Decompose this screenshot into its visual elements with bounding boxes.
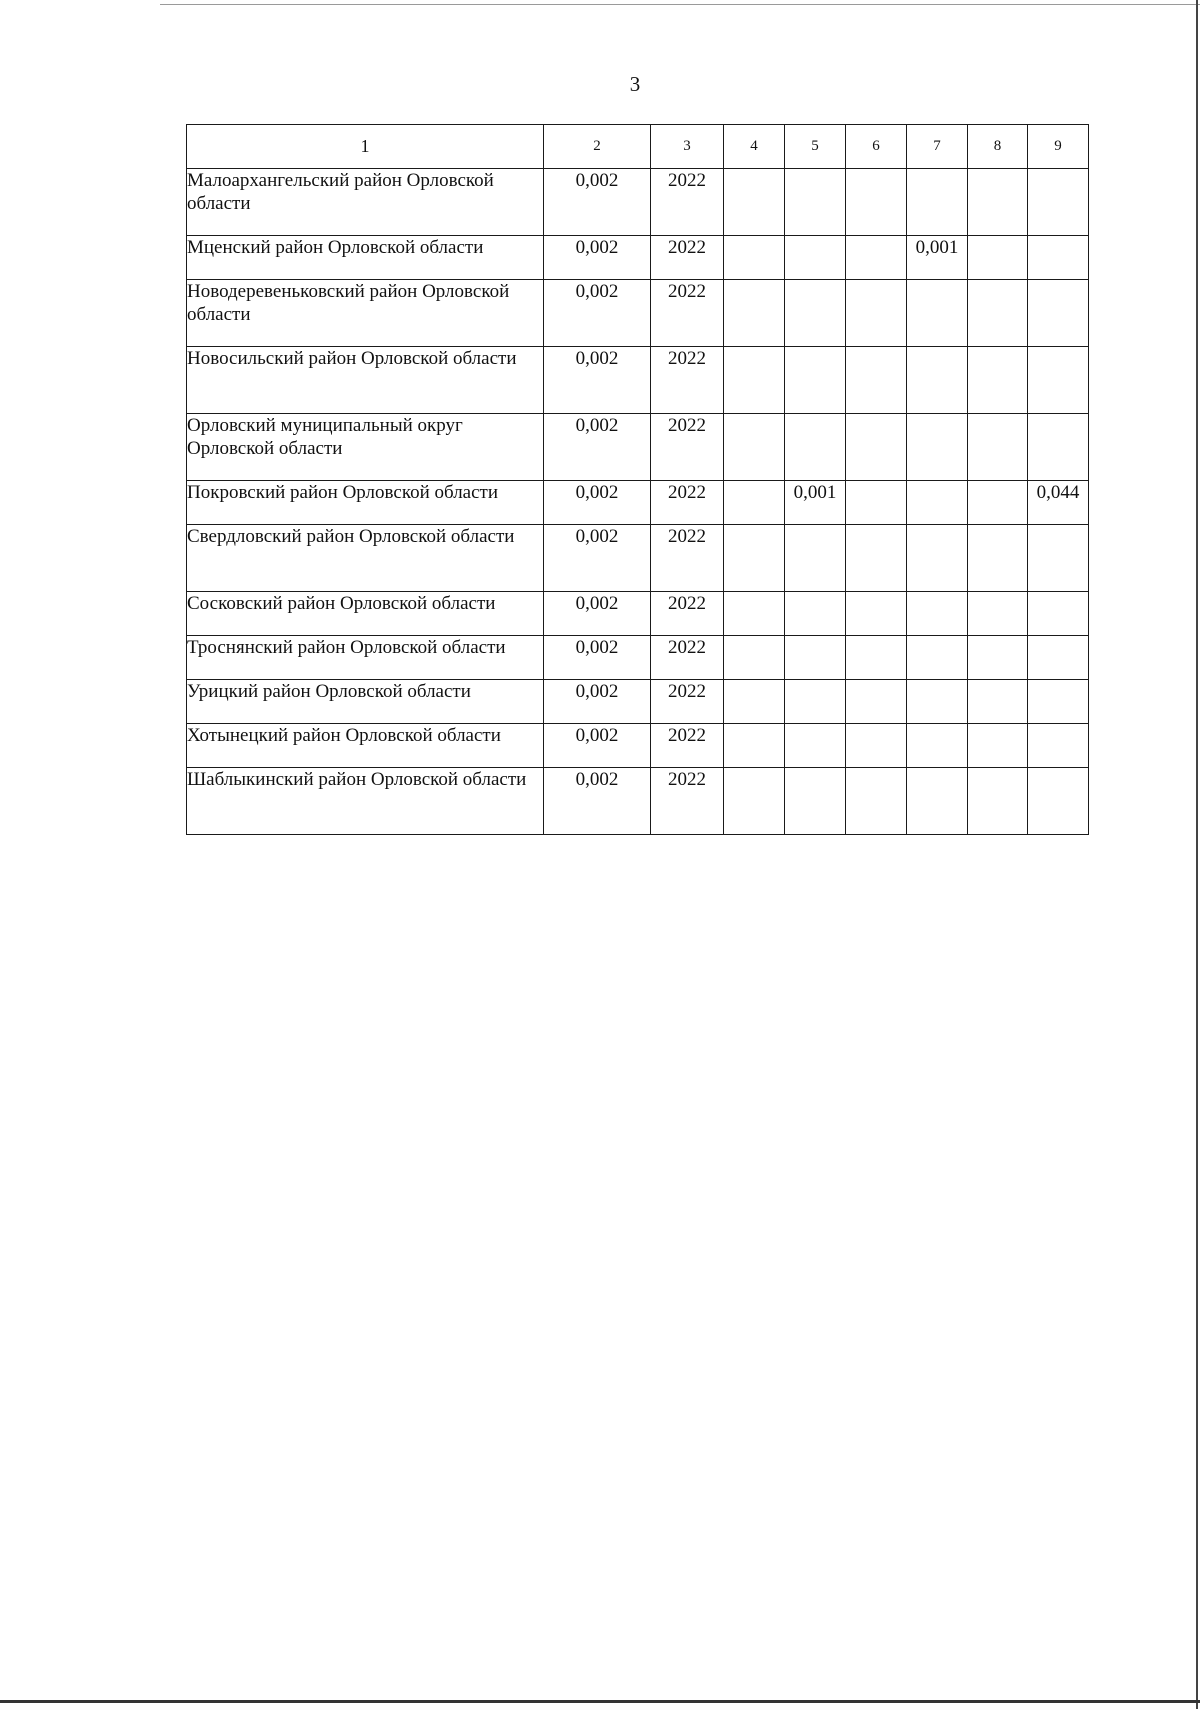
scan-edge-bottom xyxy=(0,1700,1200,1703)
value-cell xyxy=(724,347,785,414)
value-cell xyxy=(968,169,1028,236)
value-cell: 0,002 xyxy=(544,636,651,680)
table-row xyxy=(187,724,1089,768)
value-cell xyxy=(968,768,1028,835)
table-header-row xyxy=(187,125,1089,169)
value-cell xyxy=(846,280,907,347)
table-row xyxy=(187,347,1089,414)
value-cell: 0,002 xyxy=(544,525,651,592)
value-cell xyxy=(846,414,907,481)
value-cell xyxy=(1028,414,1089,481)
value-cell xyxy=(846,768,907,835)
value-cell xyxy=(785,414,846,481)
value-cell xyxy=(968,525,1028,592)
value-cell xyxy=(724,169,785,236)
column-header: 5 xyxy=(785,125,846,169)
value-cell: 2022 xyxy=(651,280,724,347)
value-cell xyxy=(724,414,785,481)
value-cell: 0,002 xyxy=(544,414,651,481)
value-cell xyxy=(724,636,785,680)
value-cell xyxy=(846,347,907,414)
table-row xyxy=(187,169,1089,236)
district-name-cell: Урицкий район Орловской области xyxy=(187,680,544,724)
value-cell xyxy=(724,481,785,525)
value-cell xyxy=(785,680,846,724)
value-cell: 2022 xyxy=(651,414,724,481)
value-cell xyxy=(907,169,968,236)
value-cell xyxy=(968,481,1028,525)
value-cell: 0,002 xyxy=(544,481,651,525)
value-cell: 2022 xyxy=(651,768,724,835)
value-cell: 0,002 xyxy=(544,280,651,347)
value-cell xyxy=(785,280,846,347)
value-cell xyxy=(1028,592,1089,636)
value-cell xyxy=(968,680,1028,724)
value-cell: 0,001 xyxy=(785,481,846,525)
value-cell xyxy=(846,236,907,280)
value-cell xyxy=(1028,280,1089,347)
value-cell xyxy=(846,481,907,525)
value-cell xyxy=(968,414,1028,481)
table-body xyxy=(187,169,1089,835)
column-header: 4 xyxy=(724,125,785,169)
column-header: 8 xyxy=(968,125,1028,169)
value-cell xyxy=(907,680,968,724)
value-cell xyxy=(907,592,968,636)
scan-edge-right xyxy=(1196,0,1198,1709)
value-cell xyxy=(907,768,968,835)
district-name-cell: Новосильский район Орловской области xyxy=(187,347,544,414)
value-cell xyxy=(968,347,1028,414)
value-cell xyxy=(1028,236,1089,280)
column-header: 3 xyxy=(651,125,724,169)
value-cell xyxy=(724,724,785,768)
value-cell: 0,002 xyxy=(544,169,651,236)
table-row xyxy=(187,636,1089,680)
data-table xyxy=(186,124,1089,835)
table-row xyxy=(187,768,1089,835)
column-header: 1 xyxy=(187,125,544,169)
value-cell: 0,002 xyxy=(544,347,651,414)
value-cell xyxy=(846,169,907,236)
district-name-cell: Хотынецкий район Орловской области xyxy=(187,724,544,768)
table-row xyxy=(187,414,1089,481)
value-cell: 2022 xyxy=(651,481,724,525)
district-name-cell: Новодеревеньковский район Орловской области xyxy=(187,280,544,347)
value-cell xyxy=(846,636,907,680)
value-cell: 2022 xyxy=(651,636,724,680)
value-cell xyxy=(785,768,846,835)
value-cell xyxy=(968,280,1028,347)
value-cell: 2022 xyxy=(651,724,724,768)
value-cell: 2022 xyxy=(651,592,724,636)
value-cell xyxy=(785,236,846,280)
district-name-cell: Мценский район Орловской области xyxy=(187,236,544,280)
district-name-cell: Покровский район Орловской области xyxy=(187,481,544,525)
value-cell xyxy=(846,592,907,636)
value-cell xyxy=(907,347,968,414)
value-cell xyxy=(968,636,1028,680)
value-cell: 0,001 xyxy=(907,236,968,280)
value-cell xyxy=(907,481,968,525)
value-cell: 2022 xyxy=(651,236,724,280)
table-row xyxy=(187,592,1089,636)
value-cell xyxy=(846,724,907,768)
district-name-cell: Малоархангельский район Орловской области xyxy=(187,169,544,236)
value-cell xyxy=(1028,724,1089,768)
table-row xyxy=(187,525,1089,592)
value-cell: 0,002 xyxy=(544,236,651,280)
district-name-cell: Шаблыкинский район Орловской области xyxy=(187,768,544,835)
district-name-cell: Сосковский район Орловской области xyxy=(187,592,544,636)
table-row xyxy=(187,481,1089,525)
page-number: 3 xyxy=(629,72,641,96)
value-cell xyxy=(907,280,968,347)
value-cell xyxy=(968,724,1028,768)
value-cell: 2022 xyxy=(651,525,724,592)
value-cell xyxy=(968,236,1028,280)
value-cell xyxy=(1028,525,1089,592)
district-name-cell: Орловский муниципальный округ Орловской области xyxy=(187,414,544,481)
column-header: 2 xyxy=(544,125,651,169)
value-cell xyxy=(846,525,907,592)
value-cell xyxy=(785,636,846,680)
table-row xyxy=(187,236,1089,280)
column-header: 7 xyxy=(907,125,968,169)
value-cell: 0,002 xyxy=(544,680,651,724)
column-header: 9 xyxy=(1028,125,1089,169)
value-cell xyxy=(724,768,785,835)
value-cell xyxy=(724,680,785,724)
value-cell: 0,002 xyxy=(544,724,651,768)
value-cell xyxy=(907,525,968,592)
value-cell xyxy=(968,592,1028,636)
table-row xyxy=(187,280,1089,347)
value-cell xyxy=(907,724,968,768)
value-cell: 0,002 xyxy=(544,768,651,835)
column-header: 6 xyxy=(846,125,907,169)
value-cell xyxy=(724,525,785,592)
value-cell xyxy=(1028,347,1089,414)
value-cell xyxy=(785,724,846,768)
value-cell: 2022 xyxy=(651,347,724,414)
value-cell xyxy=(724,236,785,280)
value-cell: 0,002 xyxy=(544,592,651,636)
scan-edge-top xyxy=(160,4,1200,5)
value-cell xyxy=(1028,680,1089,724)
value-cell xyxy=(785,347,846,414)
district-name-cell: Свердловский район Орловской области xyxy=(187,525,544,592)
table-row xyxy=(187,680,1089,724)
value-cell xyxy=(785,525,846,592)
value-cell xyxy=(1028,636,1089,680)
value-cell: 2022 xyxy=(651,169,724,236)
district-name-cell: Троснянский район Орловской области xyxy=(187,636,544,680)
value-cell: 0,044 xyxy=(1028,481,1089,525)
value-cell xyxy=(846,680,907,724)
value-cell xyxy=(907,636,968,680)
value-cell xyxy=(724,592,785,636)
value-cell xyxy=(1028,169,1089,236)
value-cell xyxy=(785,169,846,236)
value-cell xyxy=(724,280,785,347)
value-cell xyxy=(1028,768,1089,835)
value-cell xyxy=(907,414,968,481)
value-cell: 2022 xyxy=(651,680,724,724)
value-cell xyxy=(785,592,846,636)
